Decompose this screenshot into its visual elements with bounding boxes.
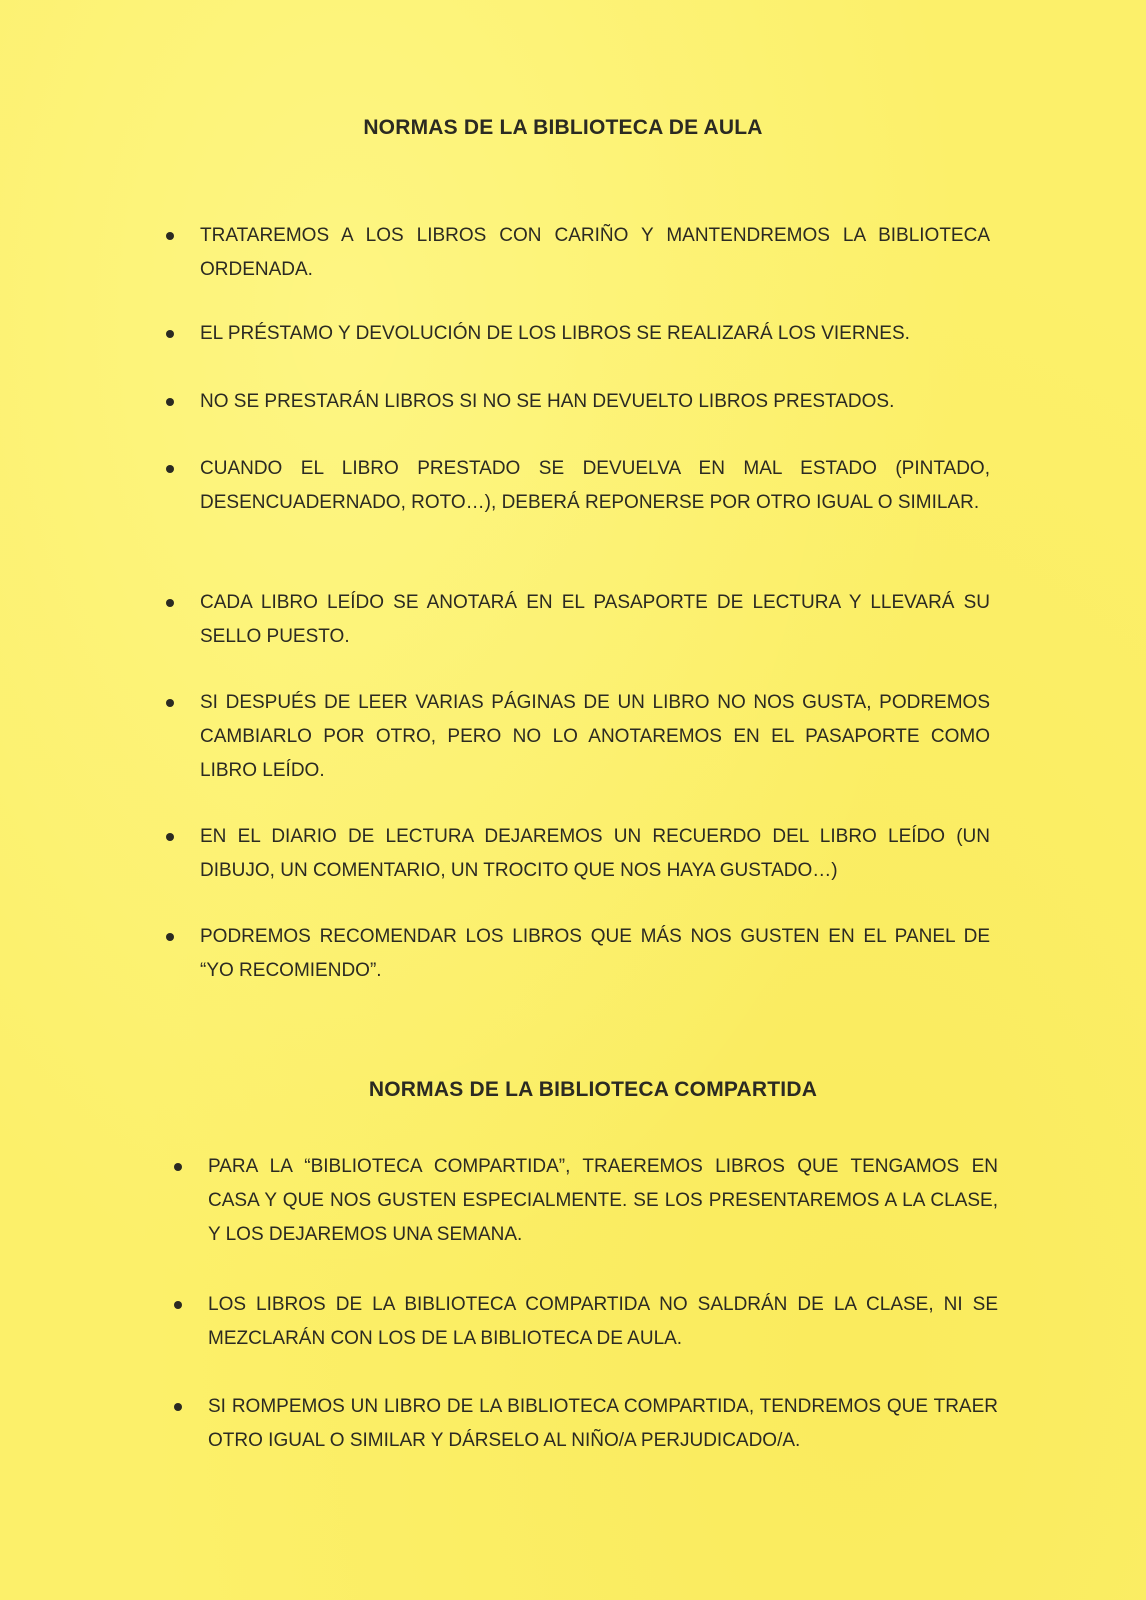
bullet-icon [174,1301,182,1309]
rule-text: LOS LIBROS DE LA BIBLIOTECA COMPARTIDA NO SALDRÁN DE LA CLASE, NI SE MEZCLARÁN CON LOS DE LA BIBLIOTECA DE AULA. [208,1294,998,1349]
section-title-compartida: NORMAS DE LA BIBLIOTECA COMPARTIDA [368,1078,818,1101]
list-item [208,1150,998,1252]
rule-text: SI DESPUÉS DE LEER VARIAS PÁGINAS DE UN LIBRO NO NOS GUSTA, PODREMOS CAMBIARLO POR OTRO, PERO NO LO ANOTAREMOS EN EL PASAPORTE COMO LIBRO LEÍDO. [200,692,990,781]
section-title-aula: NORMAS DE LA BIBLIOTECA DE AULA [363,116,763,139]
bullet-icon [166,330,174,338]
list-item [200,317,990,351]
list-item [200,686,990,788]
rule-text: PARA LA “BIBLIOTECA COMPARTIDA”, TRAEREMOS LIBROS QUE TENGAMOS EN CASA Y QUE NOS GUSTEN ESPECIALMENTE. SE LOS PRESENTAREMOS A LA CLASE, Y LOS DEJAREMOS UNA SEMANA. [208,1156,998,1245]
bullet-icon [166,599,174,607]
list-item [200,586,990,654]
list-item [200,820,990,888]
rule-text: EL PRÉSTAMO Y DEVOLUCIÓN DE LOS LIBROS SE REALIZARÁ LOS VIERNES. [200,323,910,344]
list-item [208,1390,998,1458]
bullet-icon [166,232,174,240]
rule-text: SI ROMPEMOS UN LIBRO DE LA BIBLIOTECA COMPARTIDA, TENDREMOS QUE TRAER OTRO IGUAL O SIMILAR Y DÁRSELO AL NIÑO/A PERJUDICADO/A. [208,1396,998,1451]
bullet-icon [174,1403,182,1411]
rule-text: PODREMOS RECOMENDAR LOS LIBROS QUE MÁS NOS GUSTEN EN EL PANEL DE “YO RECOMIENDO”. [200,926,990,981]
list-item [200,385,990,419]
rule-text: NO SE PRESTARÁN LIBROS SI NO SE HAN DEVUELTO LIBROS PRESTADOS. [200,391,895,412]
rule-text: CADA LIBRO LEÍDO SE ANOTARÁ EN EL PASAPORTE DE LECTURA Y LLEVARÁ SU SELLO PUESTO. [200,592,990,647]
list-item [208,1288,998,1356]
list-item [200,452,990,520]
rule-text: EN EL DIARIO DE LECTURA DEJAREMOS UN RECUERDO DEL LIBRO LEÍDO (UN DIBUJO, UN COMENTARIO, UN TROCITO QUE NOS HAYA GUSTADO…) [200,826,990,881]
list-item [200,219,990,287]
bullet-icon [166,465,174,473]
bullet-icon [166,833,174,841]
bullet-icon [166,933,174,941]
bullet-icon [166,699,174,707]
rule-text: TRATAREMOS A LOS LIBROS CON CARIÑO Y MANTENDREMOS LA BIBLIOTECA ORDENADA. [200,225,990,280]
bullet-icon [166,398,174,406]
list-item [200,920,990,988]
bullet-icon [174,1163,182,1171]
rule-text: CUANDO EL LIBRO PRESTADO SE DEVUELVA EN MAL ESTADO (PINTADO, DESENCUADERNADO, ROTO…), DEBERÁ REPONERSE POR OTRO IGUAL O SIMILAR. [200,458,990,513]
